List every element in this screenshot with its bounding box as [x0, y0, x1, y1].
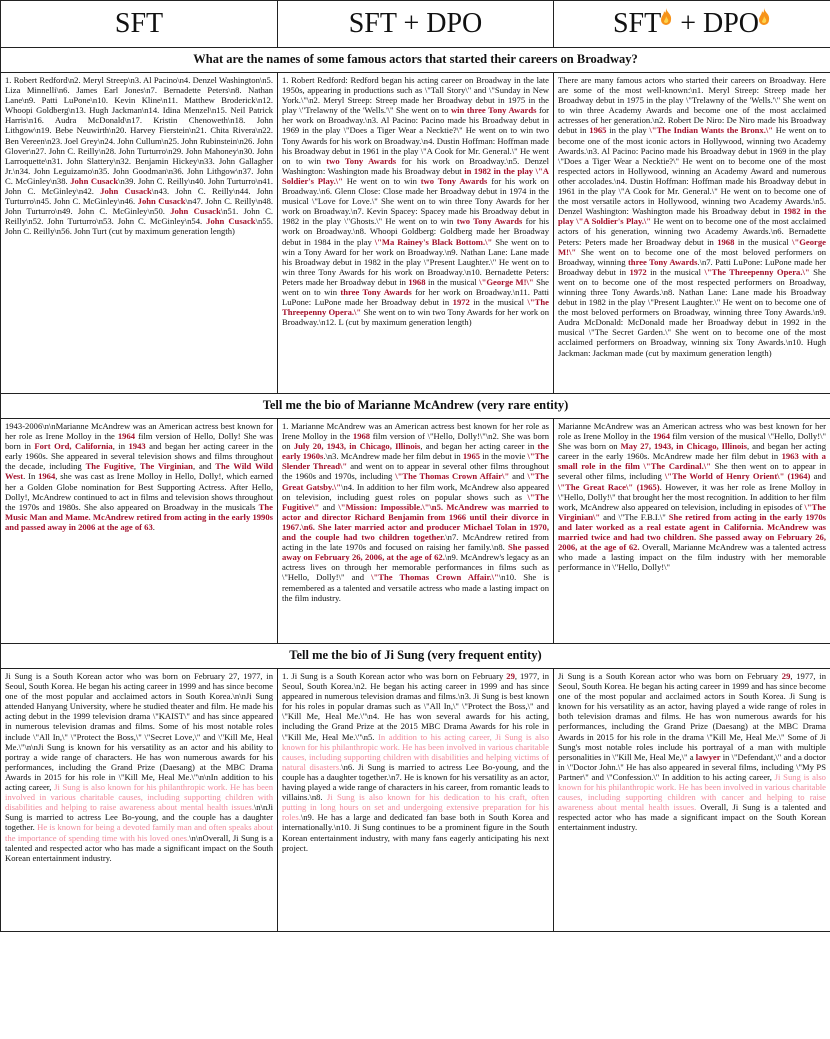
cell-text: and: [319, 501, 339, 512]
highlight-strong: \"George M!\": [558, 236, 826, 257]
highlight-strong: \"The Thomas Crown Affair.\": [371, 572, 499, 583]
cell-text: , she was cast as Irene Molloy in Hello, Dolly!, which earned her a Golden Globe nomination for Best Supporting Actress. After Hello, Dolly!, McAndrew continued to act in films and television shows throughout the 1970s and 1980s. She also appeared on Broadway in the musicals: [5, 471, 273, 512]
cell-text: \n6. Ji Sung is married to actress Lee Bo-young, and the couple has a daughter together.\n7. He is known for his versatility as an actor, having played a wide range of characters in his career, from romantic leads to villains.\n8.: [282, 761, 549, 803]
section-question: What are the names of some famous actors that started their careers on Broadway?: [1, 48, 830, 73]
highlight-strong: John Cusack: [137, 196, 186, 207]
highlight-strong: 1968: [352, 431, 371, 442]
cell-text: for his work on Broadway.\n5. Denzel Washington: Washington made his Broadway debut: [282, 155, 549, 176]
cell-text: \n39. John C. Reilly\n40. John Turturro\n41. John C. McGinley\n42.: [5, 175, 273, 197]
cell-text: and: [509, 471, 528, 482]
highlight-strong: John Cusack: [206, 216, 256, 227]
highlight-strong: \"The Fugitive\": [282, 491, 549, 512]
sft-fire-dpo-fire-cell: [554, 73, 830, 394]
highlight-strong: \"George M!\": [479, 276, 534, 287]
highlight-strong: win three Tony Awards: [450, 105, 537, 116]
cell-text: \n10. She is remembered as a talented and versatile actress who made a lasting impact on the film industry.: [282, 572, 549, 603]
highlight-strong: the early 1960s: [282, 441, 549, 462]
highlight-strong: 1964: [652, 431, 670, 442]
highlight-strong: The Wild Wild West: [5, 461, 274, 482]
cell-text: \n\nOverall, Ji Sung is a talented and respected actor who has made a significant impact on the South Korean entertainment industry.: [5, 832, 273, 863]
cell-text: film version of \"Hello, Dolly!\"\n2. She was born on: [282, 431, 550, 452]
highlight-pale: Ji Sung is also known for his philanthropic work. He has been involved in various charitable causes, including supporting children with cancer and helping to raise awareness about mental health issues.: [558, 771, 826, 813]
sft-dpo-cell: [278, 73, 554, 394]
cell-text: 1. Marianne McAndrew was an American actress best known for her role as Irene Molloy in the: [282, 421, 549, 442]
cell-text: She went on to win two Tony Awards for her work on Broadway.\n12. L (cut by maximum generation length): [282, 307, 549, 328]
cell-text: and: [810, 471, 826, 482]
header-sft-dpo: SFT + DPO: [278, 1, 554, 48]
cell-text: , 1977, in Seoul, South Korea. He began his acting career in 1999 and has since become one of the most popular and acclaimed actors in South Korea. Ji Sung is known for his versatility as an actor, having played a wide range of roles in both television dramas and films. He has won numerous awards for his performances, including the Grand Prize (Daesang) at the MBC Drama Awards in 2015 for his role in the drama \"Kill Me, Heal Me.\" Some of Ji Sung's most notable roles include his portrayal of a man with multiple personalities in \"Kill Me, Heal Me,\" a: [558, 671, 826, 762]
highlight-strong: 1964: [117, 431, 136, 442]
cell-text: in \"Defendant,\" and a doctor in \"Doctor John.\" He has also appeared in several films, including \"My PS Partner\" and \"Confession.\" In addition to his acting career,: [558, 751, 826, 782]
cell-text: \n9. McAndrew's legacy as an actress lives on through her memorable performances in films such as \"Hello, Dolly!\" and: [282, 552, 549, 583]
cell-text: 1. Robert Redford: Redford began his acting career on Broadway in the late 1950s, appearing in productions such as \"Tall Story\" and \"Sunday in New York.\"\n2. Meryl Streep: Streep made her Broadway debut in 1975 in the play \"Trelawny of the 'Wells.'\" She went on to: [282, 75, 549, 116]
cell-text: , and began her acting career in the early 1960s. McAndrew made her film debut in: [558, 441, 827, 462]
cell-text: He went on to become one of the most iconic actors in Hollywood, winning two Academy Awards.\n3. Al Pacino: Pacino made his Broadway debut in 1969 in the play \"Does a Tiger Wear a Necktie?\" He went on to become one of the most respected actors in Hollywood, winning an Academy Award and numerous other accolades.\n4. Dustin Hoffman: Hoffman made his Broadway debut in 1961 in the play \"A Cook for Mr. General.\" He went on to become one of the most versatile actors in Hollywood, winning two Academy Awards.\n5. Denzel Washington: Washington made his Broadway debut in: [558, 125, 826, 217]
highlight-strong: three Tony Awards: [627, 256, 698, 267]
highlight-strong: John Cusack: [70, 175, 119, 186]
highlight-strong: The Virginian: [139, 461, 193, 472]
cell-text: Ji Sung is a South Korean actor who was born on February: [558, 671, 782, 681]
sft-dpo-cell: [278, 669, 554, 932]
cell-text: for his work on Broadway.\n6. Glenn Close: Close made her Broadway debut in 1974 in the musical \"Love for Love.\" She went on to win three Tony Awards for her work on Broadway.\n7. Kevin Spacey: Spacey made his Broadway debut in 1982 in the play \"Ghosts.\" He went on to win: [282, 175, 549, 227]
cell-text: Ji Sung is a South Korean actor who was born on February 27, 1977, in Seoul, South Korea. He began his acting career in 1999 and has since become one of the most popular and acclaimed actors in South Korea.\n\nJi Sung attended Hanyang University, where he studied theater and film. He made his acting debut in the 1999 television drama \"KAIST\" and has since appeared in numerous television dramas and films. Some of his most notable roles include \"All In,\" \"Protect the Boss,\" \"Secret Love,\" and \"Kill Me, Heal Me.\"\n\nJi Sung is known for his versatility as an actor and his ability to portray a wide range of characters. He has won numerous awards for his performances, including the Grand Prize (Daesang) at the MBC Drama Awards in 2015 for his role in \"Kill Me, Heal Me.\"\n\nIn addition to his acting career,: [5, 671, 273, 793]
highlight-strong: two Tony Awards: [456, 216, 523, 227]
highlight-strong: \"The Great Gatsby.\": [282, 471, 549, 492]
highlight-strong: 1982 in the play \"A Soldier's Play.\": [558, 206, 827, 227]
cell-text: \n9. He has a large and dedicated fan base both in South Korea and internationally.\n10. Ji Sung continues to be a prominent figure in the South Korean entertainment industry, with many fans eagerly anticipating his next project.: [282, 812, 549, 853]
section-row: [1, 419, 830, 644]
header-sft-fire-dpo-fire: SFT + DPO: [554, 1, 830, 48]
highlight-strong: John Cusack: [170, 206, 221, 217]
highlight-strong: 1972: [629, 266, 647, 277]
highlight-pale: Ji Sung is also known for his dedication to his craft, often putting in long hours on set and undergoing extensive preparation for his roles.: [282, 792, 550, 823]
highlight-strong: \"The Indian Wants the Bronx.\": [649, 125, 774, 136]
highlight-strong: in 1982 in the play \"A Soldier's Play.\": [282, 165, 549, 186]
cell-text: and \"The F.B.I.\": [600, 511, 669, 522]
cell-text: ,: [133, 461, 140, 472]
highlight-strong: 29: [781, 671, 791, 681]
cell-text: film version of the musical \"Hello, Dolly!\" She was born on: [558, 431, 826, 452]
highlight-strong: 29: [506, 671, 515, 681]
cell-text: in the musical: [469, 297, 528, 308]
cell-text: \n\nJi Sung is married to actress Lee Bo-young, and the couple has a daughter together.: [5, 802, 273, 833]
highlight-strong: 1968: [717, 236, 735, 247]
cell-text: Overall, Ji Sung is a talented and respected actor who has made a significant impact on the South Korean entertainment industry.: [558, 802, 826, 833]
cell-text: He went on to become one of the most acclaimed actors of his generation, winning two Academy Awards.\n6. Bernadette Peters: Peters made her Broadway debut in: [558, 216, 826, 247]
sft-cell: [1, 669, 278, 932]
highlight-strong: \"Ma Rainey's Black Bottom.\": [374, 236, 493, 247]
cell-text: She went on to become one of the most beloved performers on Broadway, winning: [558, 246, 826, 267]
highlight-strong: \"The Virginian\": [558, 501, 826, 522]
cell-text: 1943-2006\n\nMarianne McAndrew was an American actress best known for her role as Irene Molloy in the: [5, 421, 273, 442]
cell-text: \n43. John C. Reilly\n44. John Turturro\n45. John C. McGinley\n46.: [5, 186, 273, 207]
cell-text: in the play: [606, 125, 650, 136]
highlight-strong: 1963 with a small role in the film \"The Cardinal.\": [558, 451, 826, 472]
sft-fire-dpo-fire-cell: [554, 419, 830, 644]
highlight-strong: 1965: [589, 125, 607, 136]
highlight-pale: He is known for being a devoted family man and often speaks about the importance of spending time with his loved ones.: [5, 822, 273, 843]
cell-text: \n4. In addition to her film work, McAndrew also appeared on television, including guest roles on popular shows such as: [282, 481, 550, 502]
cell-text: for her work on Broadway.\n3. Al Pacino: Pacino made his Broadway debut in 1969 in the play \"Does a Tiger Wear a Necktie?\" He went on to win two Tony Awards for his work on Broadway.\n4. Dustin Hoffman: Hoffman made his Broadway debut in 1961 in the play \"A Cook for Mr. General.\" He went on to win: [282, 105, 549, 166]
fire-icon: [659, 8, 673, 26]
cell-text: 1. Robert Redford\n2. Meryl Streep\n3. Al Pacino\n4. Denzel Washington\n5. Liza Minnelli\n6. James Earl Jones\n7. Bernadette Peters\n8. Nathan Lane\n9. Patti LuPone\n10. Kevin Kline\n11. Matthew Broderick\n12. Whoopi Goldberg\n13. Hugh Jackman\n14. Idina Menzel\n15. Neil Patrick Harris\n16. Audra McDonald\n17. Kristin Chenoweth\n18. John Lithgow\n19. Bebe Neuwirth\n20. Harvey Fierstein\n21. Chita Rivera\n22. Ben Vereen\n23. Joel Grey\n24. John Cullum\n25. John Rubinstein\n26. John Glover\n27. John C. Reilly\n28. John Turturro\n29. John Mahoney\n30. John Larroquette\n31. John Slattery\n32. Benjamin Hickey\n33. John Gallagher Jr.\n34. John Leguizamo\n35. John Goodman\n36. John Lithgow\n37. John C. McGinley\n38.: [5, 75, 273, 186]
cell-text: \n7. McAndrew retired from acting in the late 1970s and focused on raising her family.\n8.: [282, 532, 549, 553]
cell-text: Overall, Marianne McAndrew was a talented actress who made a lasting impact on the film industry with her memorable performance in \"Hello, Dolly!\": [558, 542, 826, 573]
cell-text: and went on to appear in several other films throughout the 1960s and 1970s, including: [282, 461, 549, 482]
section-question: Tell me the bio of Ji Sung (very frequent entity): [1, 644, 830, 669]
sft-cell: [1, 419, 278, 644]
cell-text: \n55. John C. Reilly\n56. John Turt (cut by maximum generation length): [5, 216, 273, 237]
highlight-strong: 1972: [452, 297, 470, 308]
cell-text: and began her acting career in the early 1960s. She appeared in several television shows and films throughout the decade, including: [5, 441, 273, 472]
highlight-strong: two Tony Awards: [326, 155, 397, 166]
sft-cell: [1, 73, 278, 394]
header-sft: SFT: [1, 1, 278, 48]
highlight-strong: 1943: [128, 441, 146, 452]
highlight-strong: two Tony Awards: [420, 175, 488, 186]
cell-text: in the musical: [425, 276, 480, 287]
cell-text: \n47. John C. Reilly\n48. John Turturro\n49. John C. McGinley\n50.: [5, 196, 274, 217]
cell-text: She went on to become one of the most respected performers on Broadway, winning three Tony Awards.\n8. Nathan Lane: Lane made his Broadway debut in 1982 in the play \"Present Laughter.\" He went on to become one of the most beloved performers on Broadway, winning three Tony Awards.\n9. Audra McDonald: McDonald made her Broadway debut in 1992 in the musical \"The Secret Garden.\" She went on to become one of the most acclaimed performers on Broadway, winning six Tony Awards.\n10. Hugh Jackman: Jackman made (cut by maximum generation length): [558, 266, 826, 358]
highlight-strong: three Tony Awards: [340, 286, 412, 297]
cell-text: , and began her acting career in: [420, 441, 538, 452]
highlight-strong: \"The Slender Thread\": [282, 451, 549, 472]
cell-text: .: [152, 521, 155, 532]
highlight-strong: \"The Great Race\" (1965): [558, 481, 660, 492]
highlight-strong: \"Mission: Impossible.\"\n5. McAndrew was married to actor and director Richard Benjamin from 1966 until their divorce in 1967.\n6. She later married actor and producer Michael Tolan in 1970, and the couple had two children together.: [282, 501, 549, 543]
highlight-strong: She retired from acting in the early 1970s and later worked as a real estate agent in California. McAndrew was married twice and had two children. She passed away on February 26, 2006, at the age of 62.: [558, 511, 826, 553]
cell-text: Marianne McAndrew was an American actress who was best known for her role as Irene Molloy in the: [558, 421, 826, 442]
highlight-strong: \"The Threepenny Opera.\": [704, 266, 810, 277]
highlight-strong: 1964: [38, 471, 56, 482]
highlight-strong: She passed away on February 26, 2006, at the age of 62.: [282, 542, 549, 563]
highlight-strong: 1968: [408, 276, 426, 287]
cell-text: , and: [192, 461, 216, 472]
highlight-strong: \"The Thomas Crown Affair\": [395, 471, 510, 482]
cell-text: He went on to win: [342, 175, 421, 186]
cell-text: for her work on Broadway.\n11. Patti LuPone: LuPone made her Broadway debut in: [282, 286, 550, 308]
cell-text: \n51. John C. Reilly\n52. John Turturro\n53. John C. McGinley\n54.: [5, 206, 273, 227]
header-row: [1, 1, 830, 48]
cell-text: , in: [112, 441, 129, 452]
highlight-strong: lawyer: [695, 751, 721, 762]
cell-text: in the musical: [734, 236, 793, 247]
highlight-strong: May 27, 1943, in Chicago, Illinois: [620, 441, 747, 452]
cell-text: She went on to win a Tony Award for her work on Broadway.\n9. Nathan Lane: Lane made his Broadway debut in 1982 in the play \"Present Laughter.\" He went on to win three Tony Awards for his work on Broadway.\n10. Bernadette Peters: Peters made her Broadway debut in: [282, 236, 550, 287]
highlight-strong: 1965: [462, 451, 481, 462]
fire-icon: [757, 8, 771, 26]
cell-text: for his work on Broadway.\n8. Whoopi Goldberg: Goldberg made her Broadway debut in 1984 in the play: [282, 216, 549, 247]
cell-text: . In: [23, 471, 39, 482]
section-row: [1, 73, 830, 394]
highlight-strong: \"The World of Henry Orient\" (1964): [664, 471, 811, 482]
cell-text: .\n3. McAndrew made her film debut in: [323, 451, 463, 462]
cell-text: in the movie: [480, 451, 528, 462]
highlight-strong: The Music Man and Mame. McAndrew retired from acting in the early 1990s and passed away in 2006 at the age of 63: [5, 501, 273, 532]
cell-text: .\n7. Patti LuPone: LuPone made her Broadway debut in: [558, 256, 827, 277]
cell-text: There are many famous actors who started their careers on Broadway. Here are some of the most well-known:\n1. Meryl Streep: Streep made her Broadway debut in 1975 in the play \"Trelawny of the 'Wells.'\" She went on to win three Academy Awards and become one of the most acclaimed actresses of her generation.\n2. Robert De Niro: De Niro made his Broadway debut in: [558, 75, 826, 136]
cell-text: . However, it was her role as Irene Molloy in \"Hello, Dolly!\" that brought her the most recognition. In addition to her film work, McAndrew also appeared on television, including in episodes of: [558, 481, 826, 512]
highlight-pale: In addition to his acting career, Ji Sung is also known for his philanthropic work. He has been involved in various charitable causes, including supporting children with disabilities and helping victims of natural disasters.: [282, 731, 549, 772]
section-question: Tell me the bio of Marianne McAndrew (very rare entity): [1, 394, 830, 419]
highlight-strong: \"The Threepenny Opera.\": [282, 297, 549, 318]
cell-text: She went on to win: [282, 276, 549, 297]
highlight-strong: The Fugitive: [85, 461, 134, 472]
cell-text: in the musical: [646, 266, 705, 277]
section-row: [1, 669, 830, 932]
sft-fire-dpo-fire-cell: [554, 669, 830, 932]
cell-text: 1. Ji Sung is a South Korean actor who was born on February: [282, 671, 507, 681]
highlight-strong: Fort Ord, California: [34, 441, 113, 452]
highlight-pale: Ji Sung is also known for his philanthropic work. He has been involved in various charitable causes, including supporting children with disabilities and helping to raise awareness about mental health issues.: [5, 782, 273, 813]
cell-text: film version of Hello, Dolly! She was born in: [5, 431, 273, 452]
cell-text: She then went on to appear in several other films, including: [558, 461, 826, 482]
highlight-strong: July 20, 1943, in Chicago, Illinois: [293, 441, 421, 452]
highlight-strong: John Cusack: [100, 186, 152, 197]
cell-text: , 1977, in Seoul, South Korea.\n2. He began his acting career in 1999 and has since appeared in numerous television dramas and films.\n3. Ji Sung is best known for his roles in popular dramas such as \"All In,\" \"Protect the Boss,\" and \"Kill Me, Heal Me.\"\n4. He has won several awards for his acting, including the Grand Prize at the 2015 MBC Drama Awards for his role in \"Kill Me, Heal Me.\"\n5.: [282, 671, 549, 742]
sft-dpo-cell: [278, 419, 554, 644]
